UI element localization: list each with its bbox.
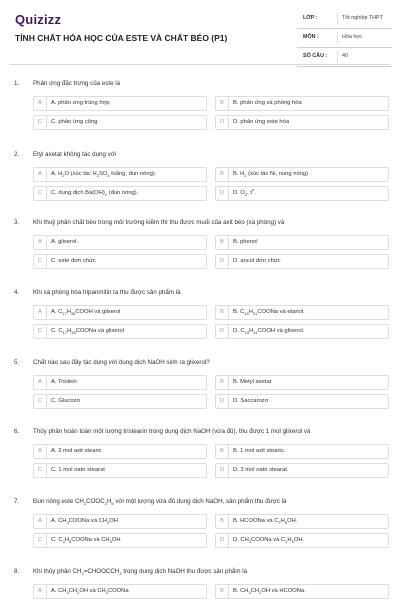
option-text: D. $C_{15}H_{31}COOH$ và glixerol. xyxy=(233,328,305,336)
question-text: Etyl axetat không tác dụng với xyxy=(33,151,117,158)
option-letter-box: A xyxy=(34,585,47,598)
option-text: B. phenol xyxy=(233,239,258,245)
answer-option-b[interactable] xyxy=(215,584,389,599)
answer-option-a[interactable] xyxy=(33,375,207,390)
option-letter-box: A xyxy=(34,445,47,458)
meta-label-subject: MÔN : xyxy=(303,34,319,40)
answer-option-d[interactable] xyxy=(215,394,389,409)
option-text: C. 1 mol natri stearat xyxy=(51,467,105,473)
option-letter-box: D xyxy=(216,464,229,477)
option-letter-box: D xyxy=(216,395,229,408)
answer-option-b[interactable] xyxy=(215,375,389,390)
option-letter-box: D xyxy=(216,116,229,129)
option-text: A. 3 mol axit stearic xyxy=(51,448,102,454)
meta-label-class: LỚP : xyxy=(303,15,318,21)
answer-option-b[interactable] xyxy=(215,235,389,250)
answer-option-d[interactable] xyxy=(215,463,389,478)
answer-option-c[interactable] xyxy=(33,115,207,130)
meta-label-count: SỐ CÂU : xyxy=(303,53,328,59)
option-letter-box: A xyxy=(34,168,47,181)
option-text: D. ancol đơn chức xyxy=(233,258,281,264)
question-text: Chất nào sau đây tác dụng với dung dịch NaOH sinh ra glixerol? xyxy=(33,359,210,366)
option-text: B. Metyl axetat xyxy=(233,379,272,385)
option-text: C. Glucozơ xyxy=(51,398,81,404)
meta-row-class xyxy=(297,10,392,29)
meta-divider xyxy=(337,32,338,44)
option-letter-box: C xyxy=(34,255,47,268)
answer-option-a[interactable] xyxy=(33,96,207,111)
option-text: B. $C_{15}H_{31}COONa$ và etanol. xyxy=(233,309,305,317)
option-letter-box: B xyxy=(216,585,229,598)
answer-option-d[interactable] xyxy=(215,254,389,269)
option-letter-box: B xyxy=(216,445,229,458)
option-text: C. dung dịch $Ba(OH)_2$ (đun nóng). xyxy=(51,190,139,198)
option-text: B. phản ứng xà phòng hóa xyxy=(233,100,302,106)
answer-option-a[interactable] xyxy=(33,235,207,250)
answer-option-b[interactable] xyxy=(215,444,389,459)
question-text: Khi thuỷ phân chất béo trong môi trường kiềm thì thu được muối của axit béo (xà phòng) và xyxy=(33,219,285,226)
option-text: A. $C_{17}H_{35}COOH$ và glixerol xyxy=(51,309,121,317)
option-letter-box: D xyxy=(216,325,229,338)
option-text: D. phản ứng este hóa xyxy=(233,119,290,125)
answer-option-c[interactable] xyxy=(33,186,207,201)
option-letter-box: A xyxy=(34,306,47,319)
option-letter-box: D xyxy=(216,187,229,200)
option-letter-box: B xyxy=(216,376,229,389)
question-number: 8. xyxy=(14,568,20,575)
option-letter-box: B xyxy=(216,168,229,181)
meta-value-class: Tốt nghiệp THPT xyxy=(342,15,383,21)
question-number: 5. xyxy=(14,359,20,366)
answer-option-a[interactable] xyxy=(33,444,207,459)
option-text: A. $H_2O$ (xúc tác $H_2SO_4$ loãng, đun nóng). xyxy=(51,171,157,179)
option-letter-box: A xyxy=(34,97,47,110)
question-number: 2. xyxy=(14,151,20,158)
question-text: Thủy phân hoàn toàn một lượng tristearin trong dung dịch NaOH (vừa đủ), thu được 1 mol glixerol và xyxy=(33,428,311,435)
option-letter-box: B xyxy=(216,97,229,110)
option-text: B. HCOONa và $C_2H_5OH$. xyxy=(233,518,298,526)
question-number: 3. xyxy=(14,219,20,226)
option-text: D. $O_2$, $t^o$. xyxy=(233,187,256,198)
option-text: A. Triolein xyxy=(51,379,77,385)
option-letter-box: C xyxy=(34,325,47,338)
meta-divider xyxy=(337,51,338,63)
option-text: C. $C_2H_5COONa$ và $CH_3OH$ xyxy=(51,537,121,545)
option-text: C. este đơn chức xyxy=(51,258,96,264)
option-text: D. $CH_3COONa$ và $C_2H_5OH$. xyxy=(233,537,305,545)
question-text: Phản ứng đặc trưng của este là xyxy=(33,80,121,87)
worksheet-title: TÍNH CHẤT HÓA HỌC CỦA ESTE VÀ CHẤT BÉO (P1) xyxy=(15,33,228,43)
option-letter-box: B xyxy=(216,306,229,319)
option-text: C. phản ứng cộng xyxy=(51,119,98,125)
option-letter-box: B xyxy=(216,515,229,528)
meta-divider xyxy=(337,13,338,25)
option-text: D. 3 mol natri stearat. xyxy=(233,467,289,473)
option-letter-box: A xyxy=(34,376,47,389)
answer-option-d[interactable] xyxy=(215,324,389,339)
question-text: Khi xà phòng hóa tripanmitin ta thu được sản phẩm là xyxy=(33,289,181,296)
answer-option-b[interactable] xyxy=(215,96,389,111)
option-text: B. $CH_3CH_2OH$ và HCOONa. xyxy=(233,588,306,596)
option-text: A. phản ứng trùng hợp xyxy=(51,100,110,106)
meta-value-subject: Hóa học xyxy=(342,34,363,40)
option-text: C. $C_{17}H_{35}COONa$ và glixerol xyxy=(51,328,125,336)
answer-option-c[interactable] xyxy=(33,394,207,409)
answer-option-c[interactable] xyxy=(33,533,207,548)
answer-option-b[interactable] xyxy=(215,514,389,529)
option-letter-box: A xyxy=(34,515,47,528)
answer-option-d[interactable] xyxy=(215,186,389,201)
answer-option-a[interactable] xyxy=(33,167,207,182)
meta-row-subject xyxy=(297,29,392,48)
option-letter-box: D xyxy=(216,255,229,268)
option-letter-box: D xyxy=(216,534,229,547)
option-letter-box: C xyxy=(34,534,47,547)
quizizz-logo: Quizizz xyxy=(15,12,62,27)
option-letter-box: C xyxy=(34,187,47,200)
option-text: D. Saccarozơ xyxy=(233,398,269,404)
worksheet-meta xyxy=(297,10,392,67)
option-text: B. $H_2$ (xúc tác Ni, nung nóng). xyxy=(233,171,310,179)
question-number: 7. xyxy=(14,498,20,505)
option-letter-box: C xyxy=(34,116,47,129)
option-letter-box: B xyxy=(216,236,229,249)
question-number: 4. xyxy=(14,289,20,296)
question-text: Đun nóng este $CH_3COOC_2H_5$ với một lượng vừa đủ dung dịch NaOH, sản phẩm thu được là xyxy=(33,498,287,507)
answer-option-c[interactable] xyxy=(33,324,207,339)
option-letter-box: C xyxy=(34,464,47,477)
meta-value-count: 40 xyxy=(342,53,348,59)
answer-option-a[interactable] xyxy=(33,514,207,529)
question-number: 1. xyxy=(14,80,20,87)
answer-option-a[interactable] xyxy=(33,305,207,320)
answer-option-d[interactable] xyxy=(215,115,389,130)
question-number: 6. xyxy=(14,428,20,435)
answer-option-b[interactable] xyxy=(215,305,389,320)
option-text: B. 1 mol axit stearic. xyxy=(233,448,286,454)
option-text: A. glixerol. xyxy=(51,239,79,245)
answer-option-c[interactable] xyxy=(33,254,207,269)
header-divider xyxy=(10,64,390,65)
option-text: A. $CH_3CH_2OH$ và $CH_3COONa$ xyxy=(51,588,129,596)
answer-option-a[interactable] xyxy=(33,584,207,599)
answer-option-b[interactable] xyxy=(215,167,389,182)
question-text: Khi thủy phân $CH_2=CHOOCCH_3$ trong dung dịch NaOH thu được sản phẩm là xyxy=(33,568,248,577)
option-letter-box: A xyxy=(34,236,47,249)
answer-option-c[interactable] xyxy=(33,463,207,478)
option-text: A. $CH_3COONa$ và $CH_3OH$ xyxy=(51,518,118,526)
answer-option-d[interactable] xyxy=(215,533,389,548)
option-letter-box: C xyxy=(34,395,47,408)
